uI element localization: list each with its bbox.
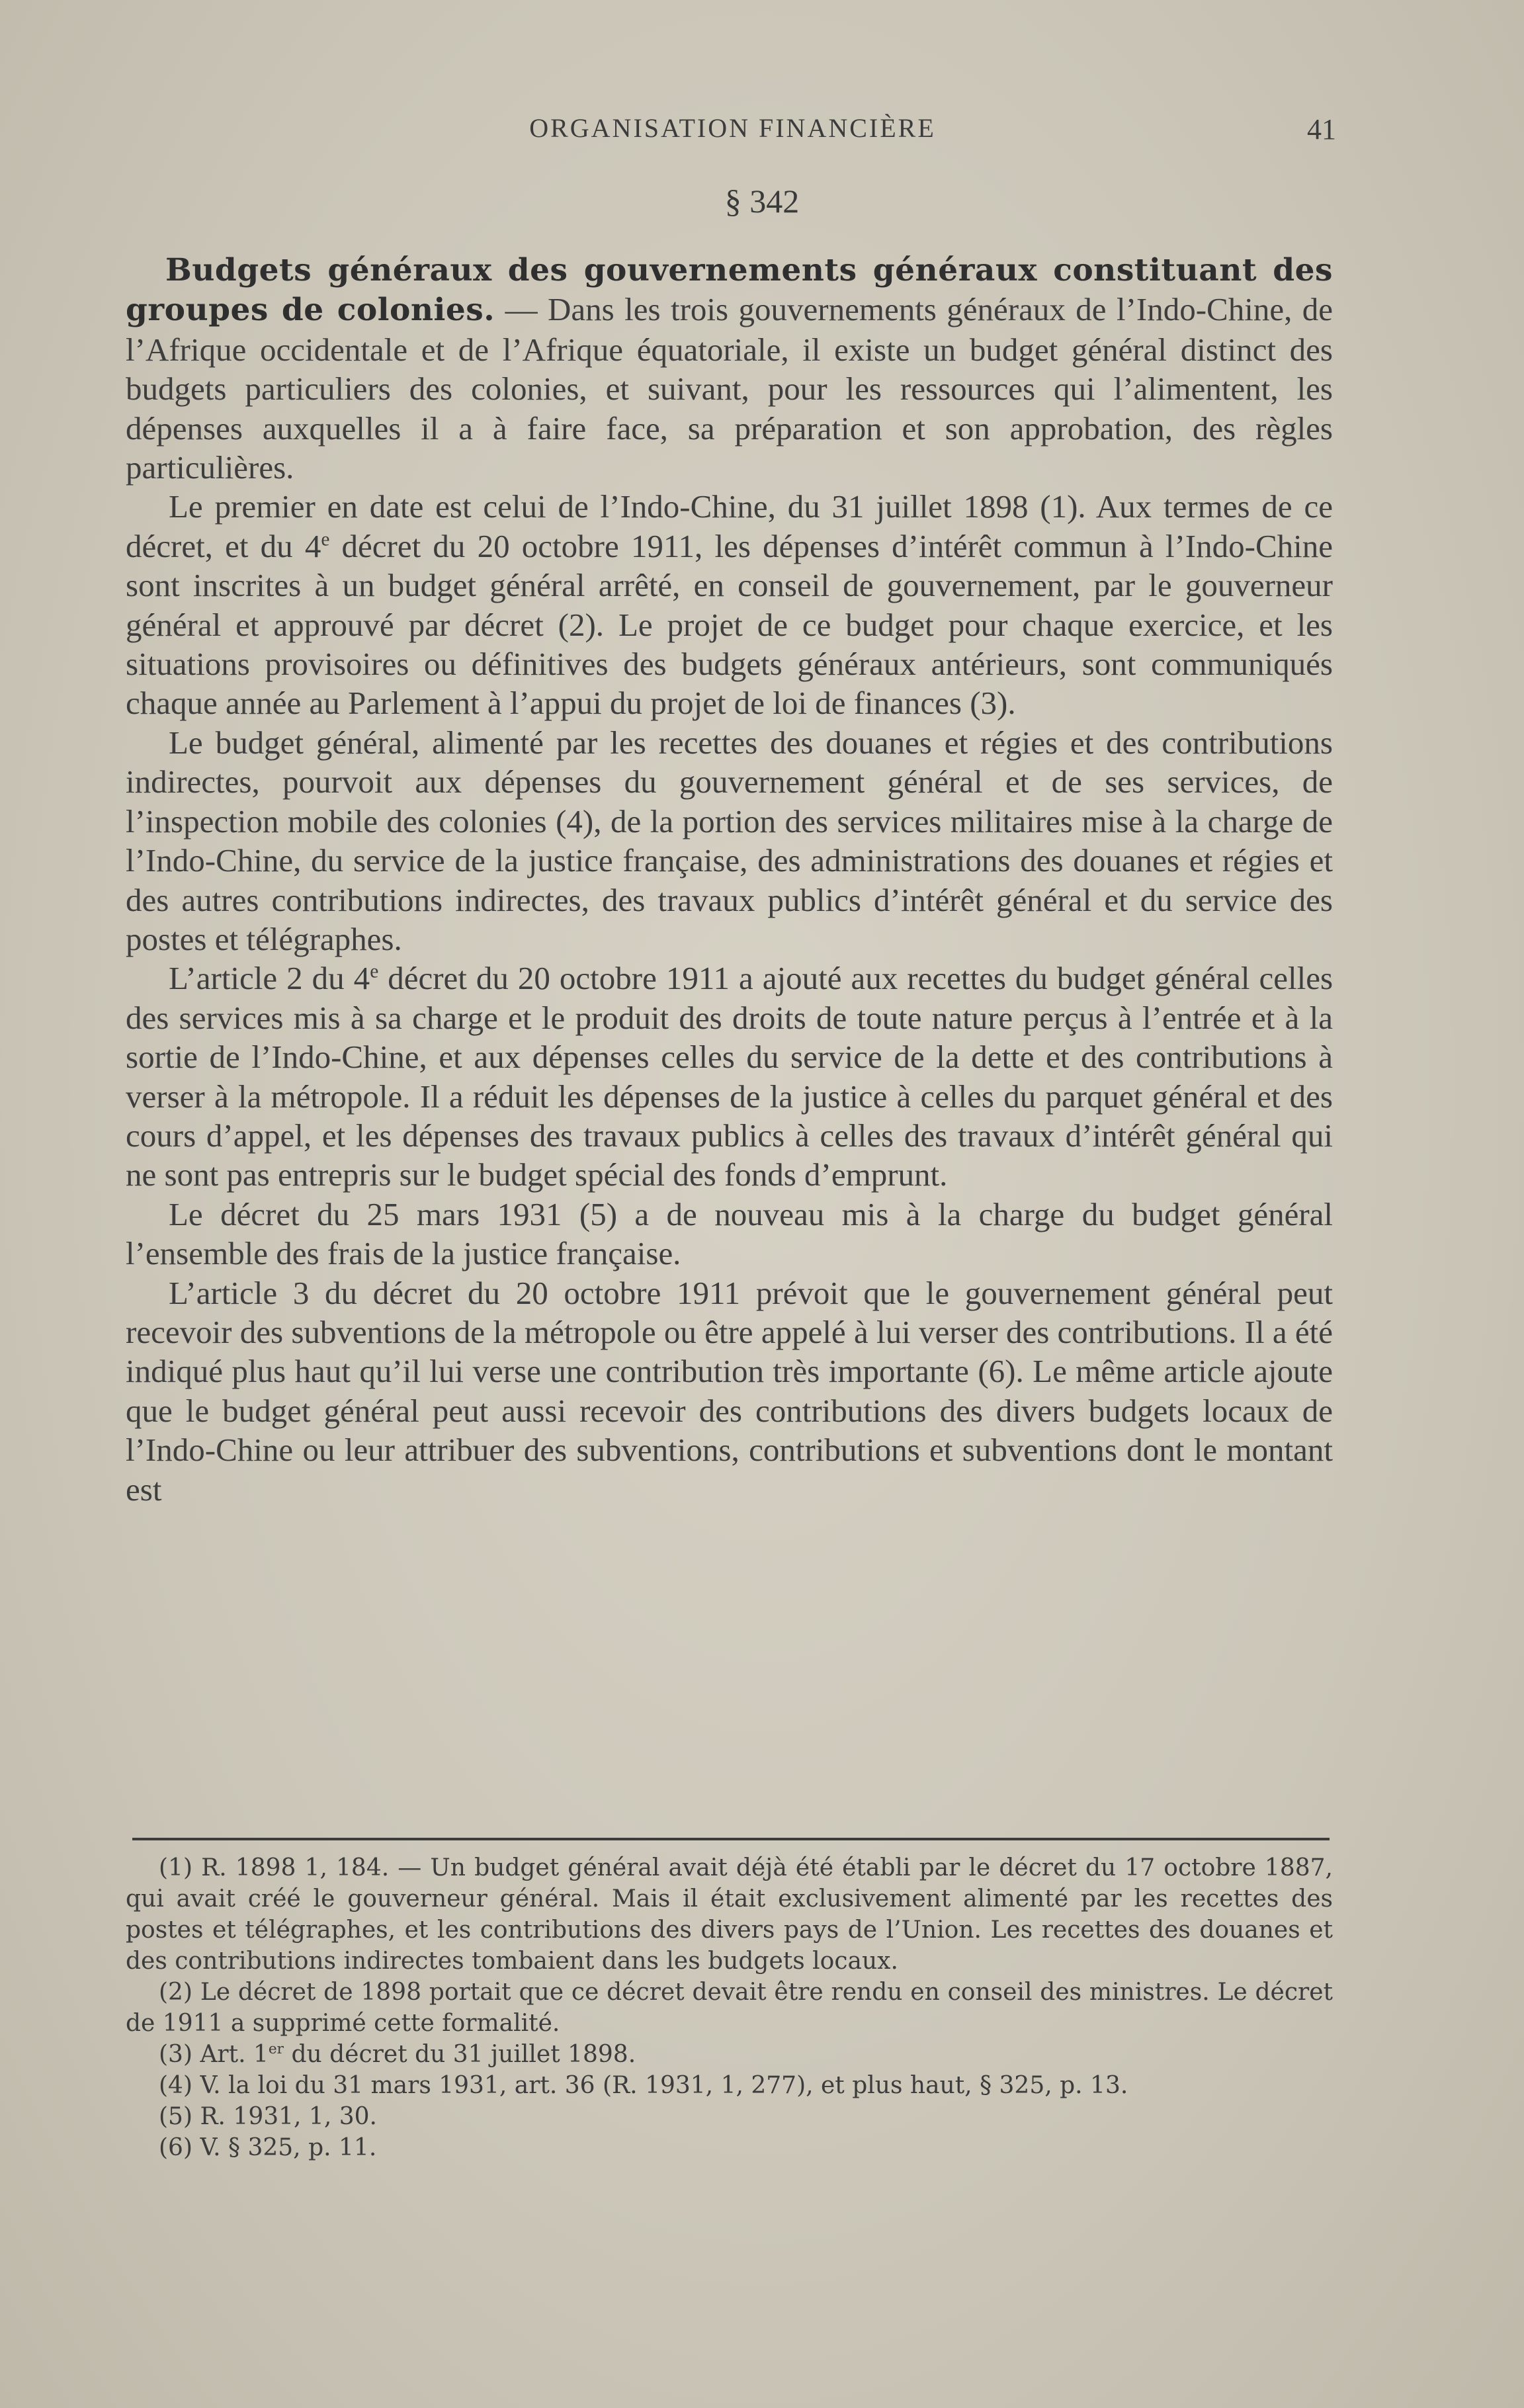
paragraph-text: décret du 20 octobre 1911 a ajouté aux recettes du budget général celles des services mis à sa charge et le produit des droits de toute nature perçus à l’entrée et à la sortie de l’Indo-Chine, et aux dépenses celles du service de la dette et des contributions à verser à la métropole. Il a réduit les dépenses de la justice à celles du parquet général et des cours d’appel, et les dépenses des travaux publics à celles des travaux d’intérêt général qui ne sont pas entrepris sur le budget spécial des fonds d’emprunt.	[126, 960, 1334, 1193]
paragraph-1	[126, 250, 1333, 487]
footnote-rule	[132, 1838, 1330, 1840]
section-number: § 342	[724, 183, 800, 220]
section-heading: Budgets généraux des gouvernements généraux constituant des groupes de colonies.	[126, 252, 1333, 329]
page-number: 41	[1307, 113, 1336, 146]
superscript: e	[370, 961, 379, 982]
paragraph-text: Le premier en date est celui de l’Indo-Chine, du 31 juillet 1898 (1). Aux termes de ce décret, et du 4	[126, 488, 1333, 564]
footnote-text: du décret du 31 juillet 1898.	[284, 2041, 636, 2068]
superscript: e	[321, 529, 330, 550]
paragraph-text: décret du 20 octobre 1911, les dépenses d’intérêt commun à l’Indo-Chine sont inscrites à un budget général arrêté, en conseil de gouvernement, par le gouverneur général et approuvé par décret (2). Le projet de ce budget pour chaque exercice, et les situations provisoires ou définitives des budgets généraux antérieurs, sont communiqués chaque année au Parlement à l’appui du projet de loi de finances (3).	[126, 527, 1333, 722]
paragraph-text: L’article 2 du 4	[169, 960, 370, 997]
footnote-4: (4) V. la loi du 31 mars 1931, art. 36 (R. 1931, 1, 277), et plus haut, § 325, p. 13.	[159, 2072, 1128, 2099]
body-text	[126, 250, 1333, 1509]
paragraph-4	[126, 959, 1333, 1194]
paragraph-3: Le budget général, alimenté par les recettes des douanes et régies et des contributions indirectes, pourvoit aux dépenses du gouvernement général et de ses services, de l’inspection mobile des colonies (4), de la portion des services militaires mise à la charge de l’Indo-Chine, du service de la justice française, des administrations des douanes et régies et des autres contributions indirectes, des travaux publics d’intérêt général et du service des postes et télégraphes.	[126, 724, 1333, 957]
footnotes	[126, 1852, 1333, 2163]
paragraph-5: Le décret du 25 mars 1931 (5) a de nouveau mis à la charge du budget général l’ensemble des frais de la justice française.	[126, 1195, 1333, 1272]
superscript: er	[268, 2041, 284, 2057]
running-head	[129, 112, 1336, 152]
footnote-3	[126, 2039, 1333, 2070]
footnote-2: (2) Le décret de 1898 portait que ce décret devait être rendu en conseil des ministres. Le décret de 1911 a supprimé cette formalité.	[126, 1979, 1333, 2037]
footnote-6: (6) V. § 325, p. 11.	[159, 2134, 377, 2161]
footnote-5: (5) R. 1931, 1, 30.	[159, 2103, 377, 2130]
footnote-1: (1) R. 1898 1, 184. — Un budget général avait déjà été établi par le décret du 17 octobre 1887, qui avait créé le gouverneur général. Mais il était exclusivement alimenté par les recettes des postes et télégraphes, et les contributions des divers pays de l’Union. Les recettes des douanes et des contributions indirectes tombaient dans les budgets locaux.	[126, 1854, 1333, 1975]
paragraph-2	[126, 487, 1333, 722]
paragraph-text: — Dans les trois gouvernements généraux de l’Indo-Chine, de l’Afrique occidentale et de l’Afrique équatoriale, il existe un budget général distinct des budgets particuliers des colonies, et suivant, pour les ressources qui l’alimentent, les dépenses auxquelles il a à faire face, sa préparation et son approbation, des règles particulières.	[126, 291, 1333, 486]
paragraph-6: L’article 3 du décret du 20 octobre 1911 prévoit que le gouvernement général peut recevoir des subventions de la métropole ou être appelé à lui verser des contributions. Il a été indiqué plus haut qu’il lui verse une contribution très importante (6). Le même article ajoute que le budget général peut aussi recevoir des contributions des divers budgets locaux de l’Indo-Chine ou leur attribuer des subventions, contributions et subventions dont le montant est	[126, 1274, 1333, 1508]
running-head-title: ORGANISATION FINANCIÈRE	[529, 113, 936, 143]
footnote-text: (3) Art. 1	[159, 2041, 269, 2068]
